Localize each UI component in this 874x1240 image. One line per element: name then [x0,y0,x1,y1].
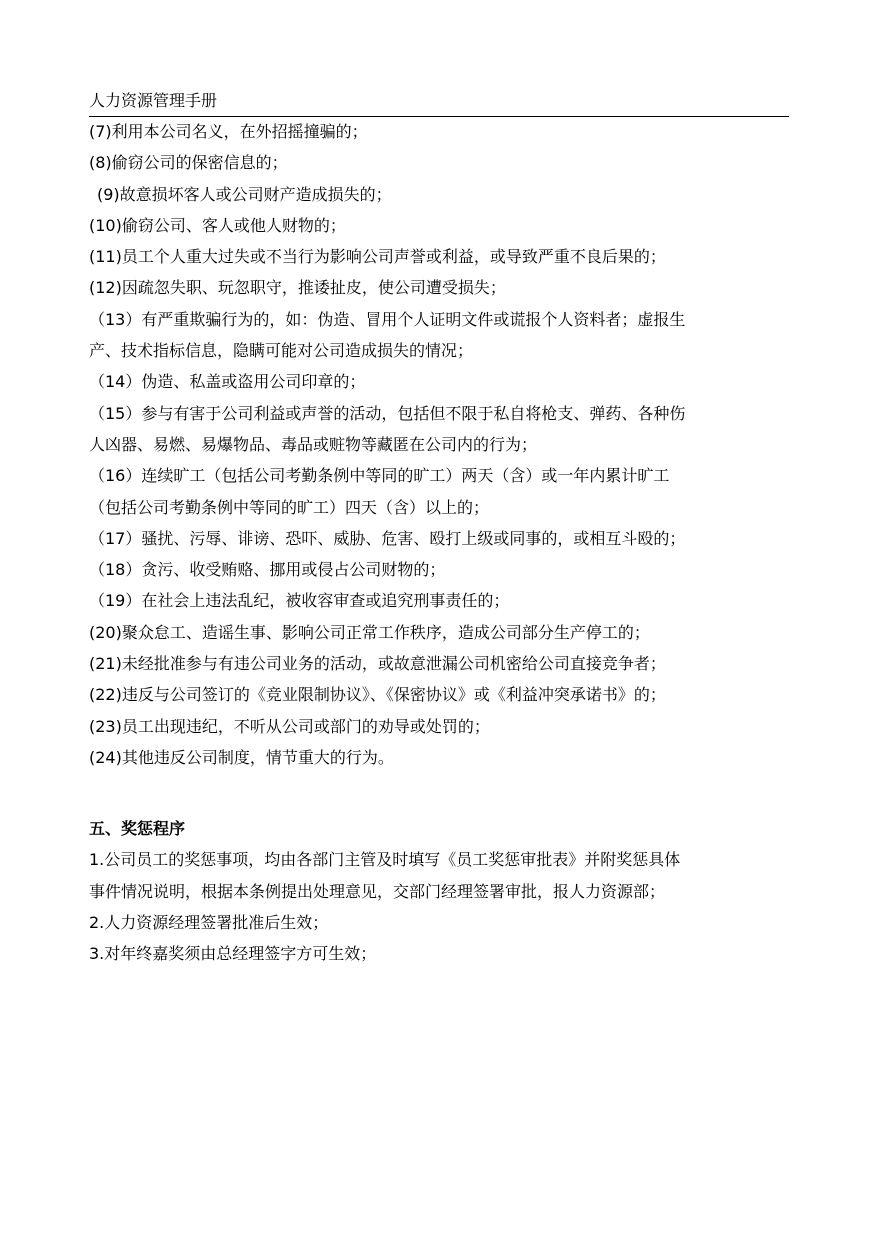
violation-item: (20)聚众怠工、造谣生事、影响公司正常工作秩序，造成公司部分生产停工的； [89,622,650,642]
violation-item: (10)偷窃公司、客人或他人财物的； [89,215,346,235]
procedure-step: 2.人力资源经理签署批准后生效； [89,912,329,932]
violation-item: (24)其他违反公司制度，情节重大的行为。 [89,747,394,767]
violation-item: (9)故意损坏客人或公司财产造成损失的； [97,184,392,204]
violation-item: （13）有严重欺骗行为的，如：伪造、冒用个人证明文件或谎报个人资料者；虚报生 [89,309,686,329]
procedure-step: 1.公司员工的奖惩事项，均由各部门主管及时填写《员工奖惩审批表》并附奖惩具体 [89,850,681,870]
section-spacer [89,773,789,813]
violation-item: （15）参与有害于公司利益或声誉的活动，包括但不限于私自将枪支、弹药、各种伤 [89,403,686,423]
document-body [89,116,789,969]
violation-item-continued: （包括公司考勤条例中等同的旷工）四天（含）以上的； [89,497,490,517]
violation-item: （14）伪造、私盖或盗用公司印章的； [89,372,366,392]
section-title-reward-punishment-procedure: 五、奖惩程序 [89,819,186,839]
procedure-step-continued: 事件情况说明，根据本条例提出处理意见，交部门经理签署审批，报人力资源部； [89,881,666,901]
violation-item: （16）连续旷工（包括公司考勤条例中等同的旷工）两天（含）或一年内累计旷工 [89,466,670,486]
violation-item: (12)因疏忽失职、玩忽职守，推诿扯皮，使公司遭受损失； [89,278,506,298]
violation-item: (23)员工出现违纪，不听从公司或部门的劝导或处罚的； [89,716,490,736]
violation-item-continued: 产、技术指标信息，隐瞒可能对公司造成损失的情况； [89,341,474,361]
procedure-step: 3.对年终嘉奖须由总经理签字方可生效； [89,944,377,964]
violation-item: （19）在社会上违法乱纪，被收容审查或追究刑事责任的； [89,591,510,611]
header-title: 人力资源管理手册 [89,91,218,110]
violation-item: (22)违反与公司签订的《竞业限制协议》、《保密协议》或《利益冲突承诺书》的； [89,685,666,705]
violation-item: (21)未经批准参与有违公司业务的活动，或故意泄漏公司机密给公司直接竞争者； [89,654,666,674]
violation-item: (8)偷窃公司的保密信息的； [89,153,288,173]
violation-item: (7)利用本公司名义，在外招摇撞骗的； [89,122,368,141]
page-header [89,90,789,117]
violation-item: （17）骚扰、污辱、诽谤、恐吓、威胁、危害、殴打上级或同事的，或相互斗殴的； [89,528,686,548]
violation-item: （18）贪污、收受贿赂、挪用或侵占公司财物的； [89,560,446,580]
violation-item-continued: 人凶器、易燃、易爆物品、毒品或赃物等藏匿在公司内的行为； [89,434,538,454]
violation-item: (11)员工个人重大过失或不当行为影响公司声誉或利益，或导致严重不良后果的； [89,247,666,267]
